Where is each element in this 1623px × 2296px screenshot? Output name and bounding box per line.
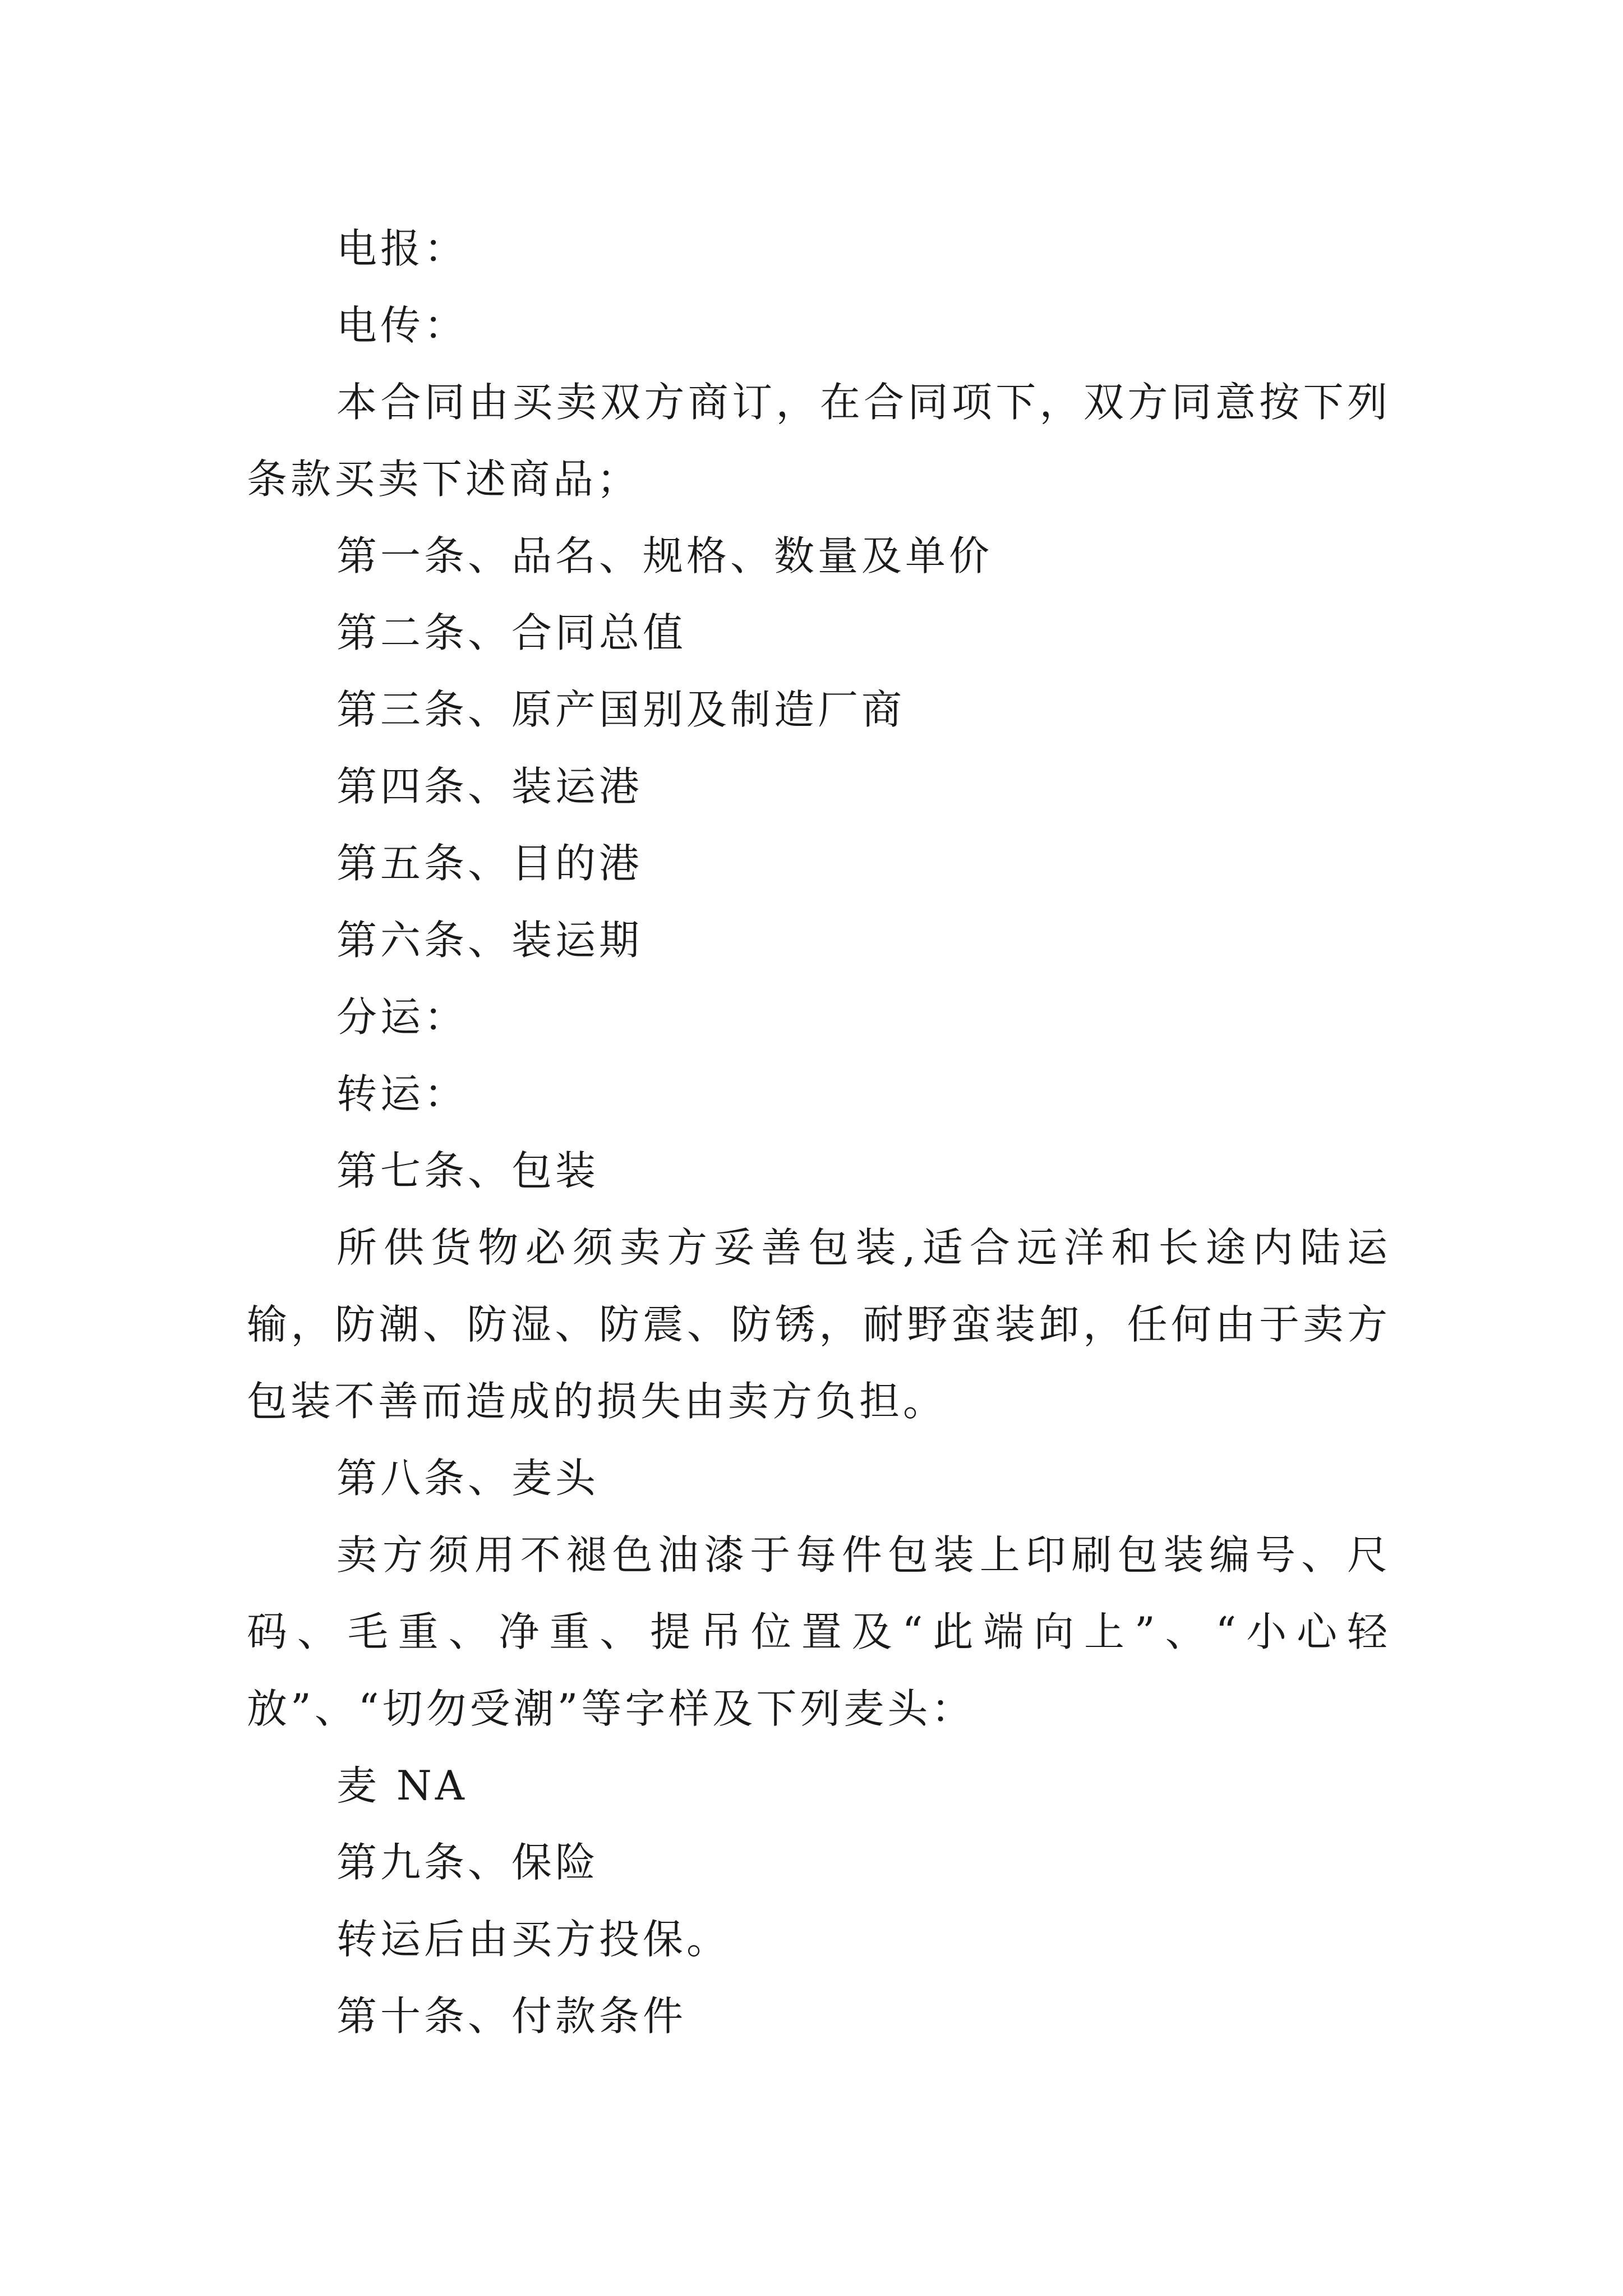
- transshipment-line: 转运：: [336, 1070, 468, 1117]
- shipping-mark-line: 麦 NA: [336, 1762, 468, 1809]
- article-4-heading: 第四条、装运港: [336, 763, 643, 810]
- telex-line: 电传：: [336, 302, 468, 349]
- document-body: [247, 210, 1391, 2055]
- article-1-heading: 第一条、品名、规格、数量及单价: [336, 532, 993, 579]
- article-10-heading: 第十条、付款条件: [336, 1993, 687, 2040]
- insurance-line: 转运后由买方投保。: [336, 1916, 731, 1963]
- article-7-heading: 第七条、包装: [336, 1147, 600, 1194]
- telegram-line: 电报：: [336, 225, 468, 272]
- partial-shipment-line: 分运：: [336, 993, 468, 1041]
- intro-paragraph: 本合同由买卖双方商订，在合同项下，双方同意按下列条款买卖下述商品；: [247, 379, 1391, 503]
- article-6-heading: 第六条、装运期: [336, 917, 643, 964]
- article-8-heading: 第八条、麦头: [336, 1455, 600, 1502]
- packing-paragraph: 所供货物必须卖方妥善包装,适合远洋和长途内陆运输，防潮、防湿、防震、防锈，耐野蛮装卸，任何由于卖方包装不善而造成的损失由卖方负担。: [247, 1224, 1391, 1425]
- marks-paragraph: 卖方须用不褪色油漆于每件包装上印刷包装编号、尺码、毛重、净重、提吊位置及“此端向上”、“小心轻放”、“切勿受潮”等字样及下列麦头：: [247, 1531, 1391, 1732]
- article-9-heading: 第九条、保险: [336, 1839, 600, 1886]
- article-2-heading: 第二条、合同总值: [336, 609, 687, 656]
- article-3-heading: 第三条、原产国别及制造厂商: [336, 686, 906, 733]
- article-5-heading: 第五条、目的港: [336, 840, 643, 887]
